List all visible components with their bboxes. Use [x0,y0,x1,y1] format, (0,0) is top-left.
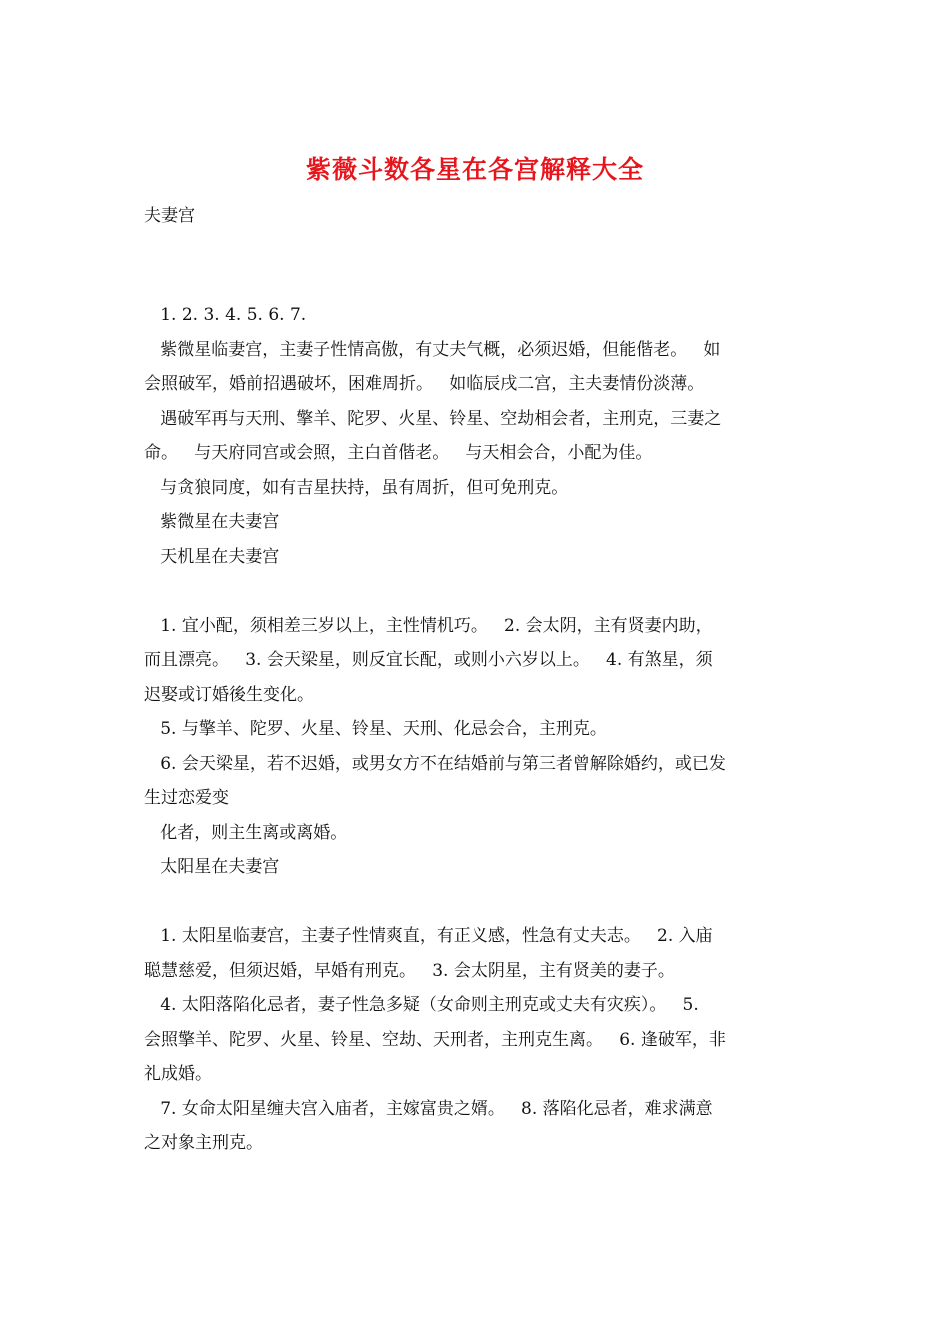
body-line: 遇破军再与天刑、擎羊、陀罗、火星、铃星、空劫相会者，主刑克，三妻之 [144,408,722,429]
body-line: 聪慧慈爱，但须迟婚，早婚有刑克。 3. 会太阴星，主有贤美的妻子。 [144,960,675,981]
body-line: 命。 与天府同宫或会照，主白首偕老。 与天相会合，小配为佳。 [144,443,653,463]
document-title: 紫薇斗数各星在各宫解释大全 [305,155,644,184]
body-line: 7. 女命太阳星缠夫宫入庙者，主嫁富贵之婿。 8. 落陷化忌者，难求满意 [144,1098,713,1119]
body-line: 而且漂亮。 3. 会天梁星，则反宜长配，或则小六岁以上。 4. 有煞星，须 [144,650,713,670]
body-line: 1. 太阳星临妻宫，主妻子性情爽直，有正义感，性急有丈夫志。 2. 入庙 [144,926,713,946]
section-heading: 夫妻宫 [144,206,195,226]
subheading-line: 太阳星在夫妻宫 [144,857,280,877]
blank-line [144,885,814,920]
blank-line [144,574,814,609]
body-line: 化者，则主生离或离婚。 [144,822,348,843]
body-line: 6. 会天梁星，若不迟婚，或男女方不在结婚前与第三者曾解除婚约，或已发 [144,753,726,774]
body-line: 礼成婚。 [144,1064,212,1084]
body-line: 1. 2. 3. 4. 5. 6. 7. [144,305,307,325]
body-line: 紫微星临妻宫，主妻子性情高傲，有丈夫气概，必须迟婚，但能偕老。 如 [144,339,721,360]
body-line: 4. 太阳落陷化忌者，妻子性急多疑（女命则主刑克或丈夫有灾疾）。 5. [144,995,699,1015]
body-line: 1. 宜小配，须相差三岁以上，主性情机巧。 2. 会太阴，主有贤妻内助， [144,615,713,636]
subheading-line: 天机星在夫妻宫 [144,546,280,567]
body-line: 迟娶或订婚後生变化。 [144,684,314,705]
subheading-line: 紫微星在夫妻宫 [144,512,280,532]
body-line: 5. 与擎羊、陀罗、火星、铃星、天刑、化忌会合，主刑克。 [144,719,607,739]
body-line: 生过恋爱变 [144,788,229,808]
body-line: 会照破军，婚前招遇破坏，困难周折。 如临辰戌二宫，主夫妻情份淡薄。 [144,374,705,394]
body-line: 与贪狼同度，如有吉星扶持，虽有周折，但可免刑克。 [144,477,569,498]
body-line: 之对象主刑克。 [144,1133,263,1153]
body-line: 会照擎羊、陀罗、火星、铃星、空劫、天刑者，主刑克生离。 6. 逢破军，非 [144,1029,726,1050]
document-body [144,298,814,1161]
